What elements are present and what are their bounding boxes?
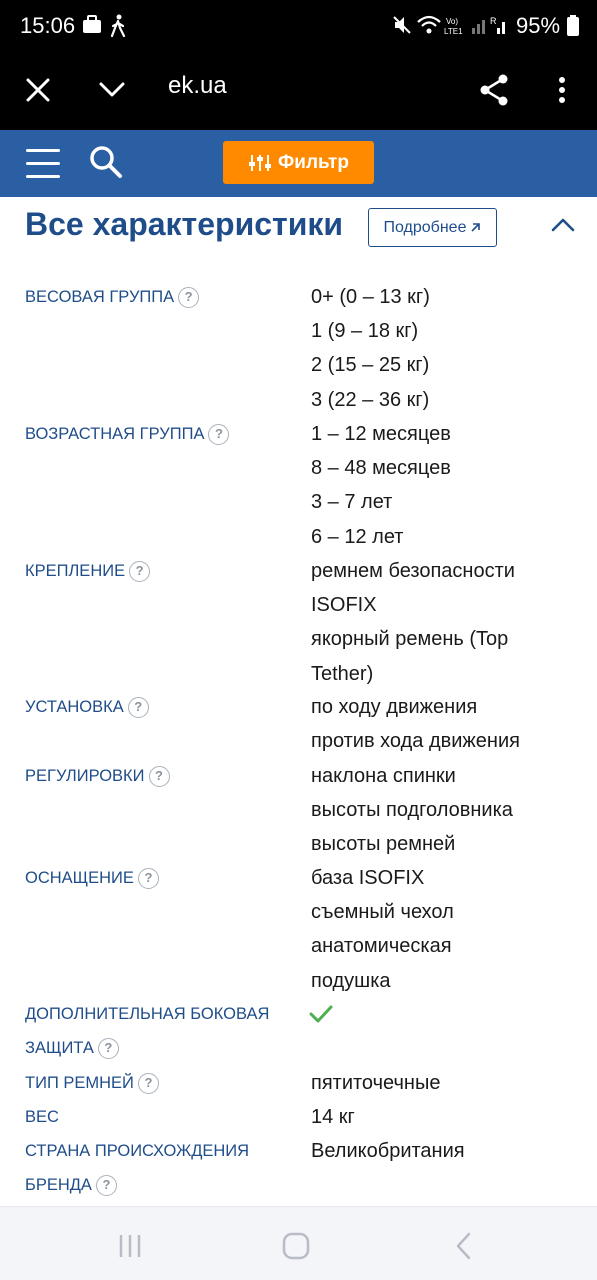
more-vert-icon bbox=[558, 76, 566, 104]
spec-value: 3 – 7 лет bbox=[311, 491, 393, 514]
external-link-icon bbox=[470, 222, 481, 233]
spec-value: ремнем безопасности bbox=[311, 560, 515, 582]
spec-values-adjustments bbox=[311, 759, 561, 862]
battery-percent: 95% bbox=[516, 13, 561, 38]
svg-text:LTE1: LTE1 bbox=[444, 27, 463, 36]
back-button[interactable] bbox=[444, 1229, 484, 1263]
help-icon[interactable]: ? bbox=[96, 1175, 117, 1196]
spec-value: съемный чехол bbox=[311, 901, 454, 924]
recent-apps-icon bbox=[115, 1232, 145, 1260]
spec-label-mounting: КРЕПЛЕНИЕ ? bbox=[25, 554, 295, 588]
spec-value: якорный ремень (Top bbox=[311, 628, 509, 651]
spec-values-equipment bbox=[311, 861, 561, 998]
spec-label-brand-country: СТРАНА ПРОИСХОЖДЕНИЯ БРЕНДА ? bbox=[25, 1142, 250, 1194]
spec-value: 3 (22 – 36 кг) bbox=[311, 388, 430, 411]
spec-value: подушка bbox=[311, 969, 391, 992]
spec-value: 1 (9 – 18 кг) bbox=[311, 320, 419, 343]
mute-icon bbox=[392, 14, 412, 41]
battery-icon bbox=[566, 14, 580, 43]
filter-button[interactable] bbox=[223, 141, 374, 184]
more-details-button[interactable] bbox=[368, 208, 497, 247]
spec-value: наклона спинки bbox=[311, 765, 456, 787]
status-time: 15:06 bbox=[20, 13, 76, 38]
spec-values-brand-country bbox=[311, 1134, 561, 1168]
home-icon bbox=[281, 1231, 311, 1261]
filter-label: Фильтр bbox=[278, 151, 349, 173]
system-nav-bar bbox=[0, 1206, 597, 1280]
spec-value: против хода движения bbox=[311, 730, 520, 753]
spec-value: Tether) bbox=[311, 662, 374, 685]
spec-label-adjustments: РЕГУЛИРОВКИ ? bbox=[25, 759, 295, 793]
status-bar bbox=[0, 0, 597, 52]
close-tab-button[interactable] bbox=[18, 70, 58, 110]
spec-label-age-group: ВОЗРАСТНАЯ ГРУППА ? bbox=[25, 417, 295, 451]
spec-value: ISOFIX bbox=[311, 594, 377, 617]
spec-value: высоты подголовника bbox=[311, 799, 513, 822]
help-icon[interactable]: ? bbox=[149, 766, 170, 787]
spec-values-mounting bbox=[311, 554, 561, 691]
spec-label-installation: УСТАНОВКА ? bbox=[25, 690, 295, 724]
spec-label-side-protection: ДОПОЛНИТЕЛЬНАЯ БОКОВАЯ ЗАЩИТА ? bbox=[25, 1005, 270, 1057]
spec-value: по ходу движения bbox=[311, 696, 478, 718]
spec-values-installation bbox=[311, 690, 561, 758]
search-icon bbox=[88, 144, 124, 180]
spec-label-weight: ВЕС bbox=[25, 1108, 59, 1126]
minimize-button[interactable] bbox=[92, 70, 132, 110]
help-icon[interactable]: ? bbox=[129, 561, 150, 582]
signal-icon bbox=[470, 14, 510, 41]
spec-value: высоты ремней bbox=[311, 833, 456, 856]
spec-value: 8 – 48 месяцев bbox=[311, 457, 451, 480]
help-icon[interactable]: ? bbox=[138, 868, 159, 889]
help-icon[interactable]: ? bbox=[138, 1073, 159, 1094]
svg-text:R: R bbox=[490, 16, 497, 26]
help-icon[interactable]: ? bbox=[98, 1038, 119, 1059]
chevron-down-icon bbox=[98, 81, 126, 99]
help-icon[interactable]: ? bbox=[178, 287, 199, 308]
share-button[interactable] bbox=[474, 70, 514, 110]
spec-value: анатомическая bbox=[311, 935, 452, 958]
spec-value: пятиточечные bbox=[311, 1072, 441, 1094]
briefcase-icon bbox=[82, 14, 102, 41]
more-options-button[interactable] bbox=[542, 70, 582, 110]
help-icon[interactable]: ? bbox=[208, 424, 229, 445]
spec-label-belt-type: ТИП РЕМНЕЙ ? bbox=[25, 1066, 295, 1100]
svg-text:Vo): Vo) bbox=[446, 17, 459, 26]
spec-value: 0+ (0 – 13 кг) bbox=[311, 286, 430, 308]
collapse-button[interactable] bbox=[548, 210, 578, 240]
url-text[interactable]: ek.ua bbox=[168, 72, 227, 99]
spec-values-weight-group bbox=[311, 280, 561, 417]
spec-value: Великобритания bbox=[311, 1140, 465, 1162]
chevron-up-icon bbox=[548, 210, 578, 240]
spec-value: 2 (15 – 25 кг) bbox=[311, 354, 430, 377]
checkmark-icon bbox=[309, 1004, 333, 1029]
wifi-icon bbox=[416, 14, 442, 41]
spec-value: 1 – 12 месяцев bbox=[311, 423, 451, 445]
walking-icon bbox=[108, 14, 128, 43]
search-button[interactable] bbox=[88, 144, 128, 184]
menu-icon bbox=[26, 149, 60, 152]
spec-values-belt-type bbox=[311, 1066, 561, 1100]
spec-value: база ISOFIX bbox=[311, 867, 425, 889]
recent-apps-button[interactable] bbox=[110, 1229, 150, 1263]
close-icon bbox=[25, 77, 51, 103]
spec-value: 14 кг bbox=[311, 1106, 355, 1128]
spec-label-equipment: ОСНАЩЕНИЕ ? bbox=[25, 861, 295, 895]
home-button[interactable] bbox=[276, 1229, 316, 1263]
filter-sliders-icon bbox=[248, 153, 272, 173]
spec-values-weight bbox=[311, 1100, 561, 1134]
share-icon bbox=[479, 74, 509, 106]
volte-icon bbox=[444, 15, 468, 42]
back-icon bbox=[452, 1231, 476, 1261]
more-details-label: Подробнее bbox=[383, 218, 467, 236]
spec-label-weight-group: ВЕСОВАЯ ГРУППА ? bbox=[25, 280, 295, 314]
page-title: Все характеристики bbox=[25, 206, 344, 242]
spec-values-age-group bbox=[311, 417, 561, 554]
browser-bar bbox=[0, 52, 597, 130]
spec-value: 6 – 12 лет bbox=[311, 525, 404, 548]
help-icon[interactable]: ? bbox=[128, 697, 149, 718]
menu-button[interactable] bbox=[24, 144, 64, 184]
